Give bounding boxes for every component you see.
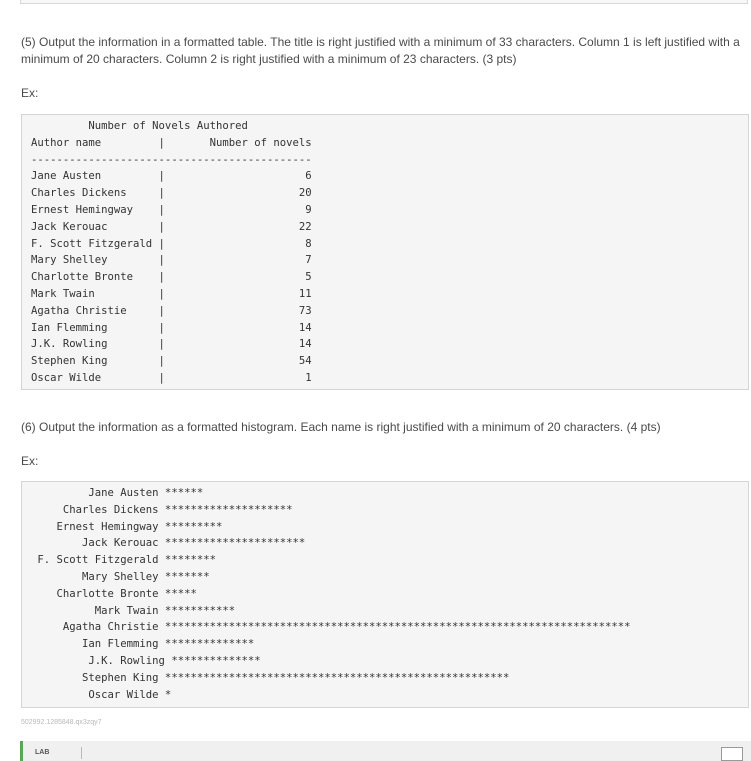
histogram-line: J.K. Rowling **************: [31, 654, 261, 667]
table-line: Ernest Hemingway | 9: [31, 203, 312, 216]
lab-divider: [81, 747, 82, 759]
table-line: Oscar Wilde | 1: [31, 371, 312, 384]
lab-bar: [20, 741, 751, 761]
histogram-line: Jack Kerouac **********************: [31, 537, 306, 550]
lab-id: 502992.1285848.qx3zqy7: [21, 719, 102, 726]
table-line: --------------------------------------------: [31, 153, 312, 166]
table-line: F. Scott Fitzgerald | 8: [31, 237, 312, 250]
table-line: Charles Dickens | 20: [31, 187, 312, 200]
histogram-line: Mark Twain ***********: [31, 604, 236, 617]
table-line: J.K. Rowling | 14: [31, 338, 312, 351]
histogram-line: Charlotte Bronte *****: [31, 587, 197, 600]
formatted-table-example: [21, 114, 749, 390]
table-line: Stephen King | 54: [31, 355, 312, 368]
histogram-line: Charles Dickens ********************: [31, 503, 293, 516]
table-line: Agatha Christie | 73: [31, 304, 312, 317]
lab-expand-button[interactable]: [721, 747, 743, 761]
histogram-line: Jane Austen ******: [31, 487, 204, 499]
lab-label: LAB: [35, 749, 50, 756]
section-6-example-label: Ex:: [21, 454, 39, 468]
histogram-line: Mary Shelley *******: [31, 570, 210, 583]
table-line: Mark Twain | 11: [31, 287, 312, 300]
section-5-example-label: Ex:: [21, 86, 39, 100]
table-line: Jane Austen | 6: [31, 170, 312, 183]
section-5-instructions: (5) Output the information in a formatted table. The title is right justified with a minimum of 33 characters. Column 1 is left justified with a minimum of 20 characters. Column 2 is right justified with a minimum of 23 characters. (3 pts): [21, 35, 740, 66]
table-line: Author name | Number of novels: [31, 136, 312, 149]
table-line: Ian Flemming | 14: [31, 321, 312, 334]
table-line: Charlotte Bronte | 5: [31, 271, 312, 284]
histogram-line: Agatha Christie *************************************************************************: [31, 621, 631, 634]
previous-output-box: [20, 0, 748, 4]
table-line: Number of Novels Authored: [31, 120, 248, 132]
histogram-line: Ian Flemming **************: [31, 638, 255, 651]
table-line: Mary Shelley | 7: [31, 254, 312, 267]
histogram-line: Oscar Wilde *: [31, 688, 172, 701]
histogram-line: Ernest Hemingway *********: [31, 520, 223, 533]
table-line: Jack Kerouac | 22: [31, 220, 312, 233]
section-6-instructions: (6) Output the information as a formatted histogram. Each name is right justified with a minimum of 20 characters. (4 pts): [21, 420, 661, 434]
histogram-line: Stephen King ******************************************************: [31, 671, 510, 684]
histogram-line: F. Scott Fitzgerald ********: [31, 554, 216, 567]
histogram-example: [21, 481, 749, 708]
